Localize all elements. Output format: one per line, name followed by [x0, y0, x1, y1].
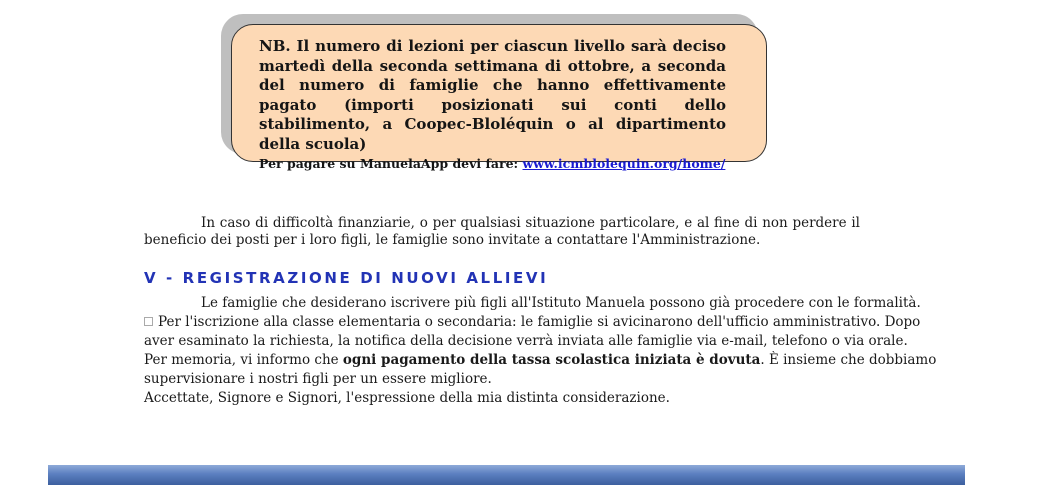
registration-line-5: supervisionare i nostri figli per un essere migliore.	[144, 371, 492, 387]
closing-line: Accettate, Signore e Signori, l'espressione della mia distinta considerazione.	[144, 390, 670, 406]
payment-link[interactable]: www.icmblolequin.org/home/	[522, 156, 726, 171]
section-title: V - REGISTRAZIONE DI NUOVI ALLIEVI	[144, 269, 549, 287]
payment-label: Per pagare su ManuelaApp devi fare:	[259, 156, 519, 171]
registration-line-1: Le famiglie che desiderano iscrivere più figli all'Istituto Manuela possono già procedere con le formalità.	[201, 295, 921, 311]
financial-difficulty-paragraph	[144, 215, 860, 248]
financial-difficulty-text: In caso di difficoltà finanziarie, o per qualsiasi situazione particolare, e al fine di non perdere il beneficio dei posti per i loro figli, le famiglie sono invitate a contattare l'Amministrazione.	[144, 215, 860, 248]
checkbox-bullet-icon	[144, 317, 153, 326]
registration-line-3: aver esaminato la richiesta, la notifica della decisione verrà inviata alle famiglie via e-mail, telefono o via orale.	[144, 333, 908, 349]
footer-bar	[48, 465, 965, 485]
memo-intro: Per memoria, vi informo che	[144, 352, 339, 368]
registration-line-2	[144, 313, 921, 332]
registration-line-4	[144, 351, 937, 370]
registration-paragraph	[144, 294, 937, 408]
notice-text: NB. Il numero di lezioni per ciascun livello sarà deciso martedì della seconda settimana di ottobre, a seconda del numero di famiglie che hanno effettivamente pagato (importi posizionati sui conti dello stabilimento, a Coopec-Bloléquin o al dipartimento della scuola)	[259, 37, 726, 153]
notice-box	[231, 24, 767, 171]
payment-line	[259, 155, 726, 173]
memo-outro: . È insieme che dobbiamo	[760, 352, 937, 368]
registration-line-2-text: Per l'iscrizione alla classe elementaria o secondaria: le famiglie si avicinarono dell'ufficio amministrativo. Dopo	[158, 314, 921, 330]
memo-bold-statement: ogni pagamento della tassa scolastica iniziata è dovuta	[342, 352, 761, 368]
